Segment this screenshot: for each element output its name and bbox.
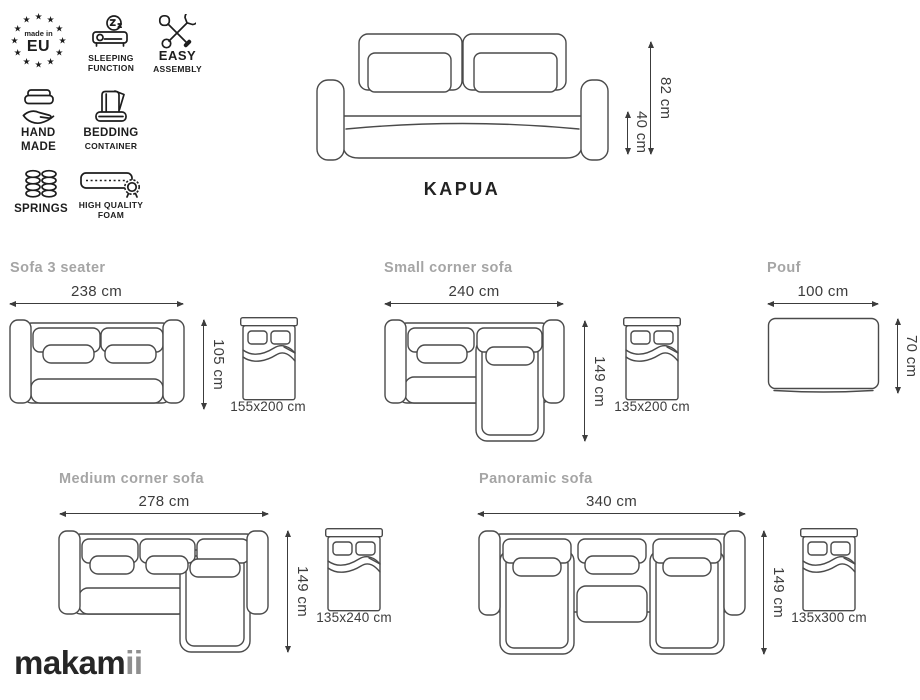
hand-made-icon [22, 88, 56, 126]
variant-title: Panoramic sofa [479, 471, 593, 487]
bed-size-label: 135x200 cm [614, 399, 690, 414]
eu-star-icon: ★ [13, 47, 22, 58]
width-dimension-label: 100 cm [797, 283, 849, 300]
bed-size-label: 155x200 cm [230, 399, 306, 414]
depth-dimension-arrow [763, 531, 764, 654]
bed-size-label: 135x300 cm [791, 610, 867, 625]
bedding-container-label: BEDDING [83, 127, 139, 139]
bedding-container-icon [93, 86, 129, 124]
depth-dimension-label: 149 cm [591, 355, 608, 407]
depth-dimension-label: 105 cm [210, 339, 227, 390]
easy-assembly-label: EASY [158, 48, 197, 63]
depth-dimension-label: 70 cm [903, 334, 920, 378]
high-quality-foam-icon [80, 168, 142, 198]
bed-size-icon [800, 528, 858, 612]
hand-made-label: HAND MADE [21, 127, 57, 153]
eu-star-icon: ★ [34, 11, 43, 22]
width-dimension-arrow [60, 513, 268, 514]
high-quality-foam-label: HIGH QUALITY FOAM [78, 200, 144, 221]
sleeping-function-icon [90, 15, 130, 51]
seat-height-dimension-arrow [627, 112, 628, 154]
variant-title: Sofa 3 seater [10, 260, 106, 276]
eu-star-icon: ★ [55, 47, 64, 58]
variant-title: Medium corner sofa [59, 471, 204, 487]
bed-size-icon [240, 317, 298, 401]
width-dimension-label: 340 cm [586, 493, 637, 510]
product-name: KAPUA [423, 179, 501, 199]
depth-dimension-label: 149 cm [770, 567, 787, 618]
bed-size-icon [623, 317, 681, 401]
eu-star-icon: ★ [58, 35, 67, 46]
pouf-topview-drawing [767, 317, 880, 393]
height-dimension-label: 82 cm [657, 76, 674, 120]
made-in-label: made in [24, 29, 53, 38]
eu-label: EU [26, 38, 51, 55]
eu-star-icon: ★ [46, 14, 55, 25]
easy-assembly-sublabel: ASSEMBLY [153, 64, 202, 74]
bedding-container-sublabel: CONTAINER [84, 141, 138, 151]
depth-dimension-arrow [203, 320, 204, 409]
easy-assembly-icon [158, 14, 196, 49]
eu-star-icon: ★ [34, 59, 43, 70]
bed-size-icon [325, 528, 383, 612]
width-dimension-arrow [478, 513, 745, 514]
variant-title: Pouf [767, 260, 801, 276]
brand-logo-accent: ii [125, 644, 143, 681]
eu-star-icon: ★ [10, 35, 19, 46]
width-dimension-arrow [385, 303, 563, 304]
bed-size-label: 135x240 cm [316, 610, 392, 625]
width-dimension-arrow [10, 303, 183, 304]
medium-corner-sofa-topview-drawing [57, 528, 270, 654]
sofa-3-seater-topview-drawing [8, 317, 186, 410]
depth-dimension-arrow [897, 319, 898, 393]
variant-title: Small corner sofa [384, 260, 513, 276]
brand-logo [14, 644, 143, 682]
height-dimension-arrow [650, 42, 651, 154]
width-dimension-label: 278 cm [138, 493, 190, 510]
depth-dimension-arrow [287, 531, 288, 652]
eu-star-icon: ★ [55, 23, 64, 34]
panoramic-sofa-topview-drawing [477, 528, 747, 656]
width-dimension-arrow [768, 303, 878, 304]
sofa-front-view-drawing [315, 32, 610, 162]
depth-dimension-label: 149 cm [294, 566, 311, 617]
brand-logo-main: makam [14, 644, 126, 681]
made-in-eu-badge [11, 12, 66, 70]
springs-label: SPRINGS [14, 203, 68, 215]
springs-icon [25, 168, 57, 198]
eu-star-icon: ★ [13, 23, 22, 34]
width-dimension-label: 240 cm [448, 283, 500, 300]
eu-star-icon: ★ [46, 56, 55, 67]
sleeping-function-label: SLEEPING FUNCTION [87, 53, 135, 74]
depth-dimension-arrow [584, 321, 585, 441]
seat-height-dimension-label: 40 cm [633, 110, 650, 154]
small-corner-sofa-topview-drawing [383, 317, 566, 443]
width-dimension-label: 238 cm [71, 283, 122, 300]
eu-star-icon: ★ [22, 14, 31, 25]
eu-star-icon: ★ [22, 56, 31, 67]
